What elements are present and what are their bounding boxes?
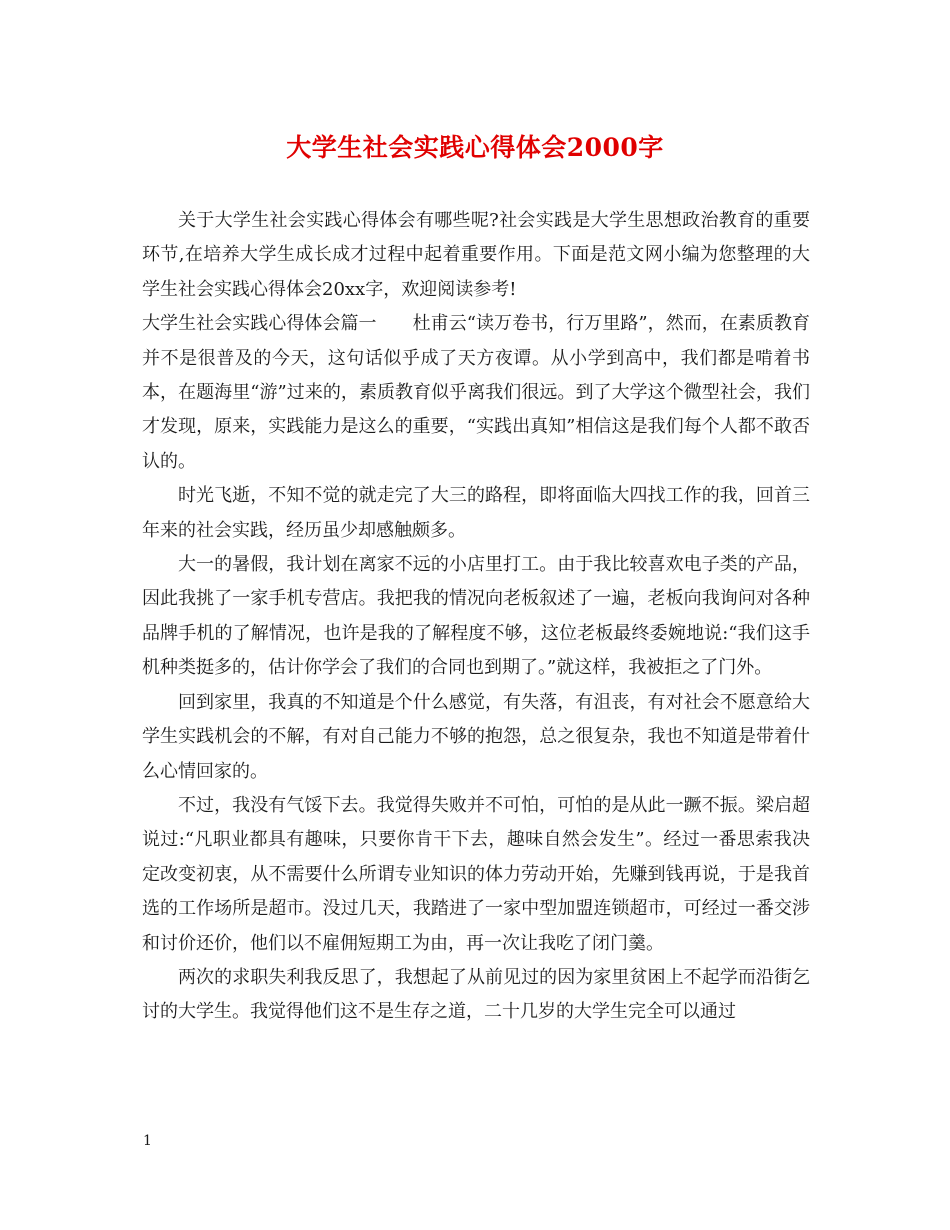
- paragraph-intro: 关于大学生社会实践心得体会有哪些呢?社会实践是大学生思想政治教育的重要环节,在培养大学生成长成才过程中起着重要作用。下面是范文网小编为您整理的大学生社会实践心得体会20xx字，欢迎阅读参考!: [142, 210, 810, 300]
- document-title: 大学生社会实践心得体会2000字: [286, 133, 664, 162]
- paragraph-back-home: 回到家里，我真的不知道是个什么感觉，有失落，有沮丧，有对社会不愿意给大学生实践机会的不解，有对自己能力不够的抱怨，总之很复杂，我也不知道是带着什么心情回家的。: [142, 691, 810, 782]
- paragraph-not-discouraged: 不过，我没有气馁下去。我觉得失败并不可怕，可怕的是从此一蹶不振。梁启超说过:“凡职业都具有趣味，只要你肯干下去，趣味自然会发生”。经过一番思索我决定改变初衷，从不需要什么所谓专业知识的体力劳动开始，先赚到钱再说，于是我首选的工作场所是超市。没过几天，我踏进了一家中型加盟连锁超市，可经过一番交涉和讨价还价，他们以不雇佣短期工为由，再一次让我吃了闭门羹。: [142, 794, 810, 954]
- document-body: [142, 204, 810, 1030]
- paragraph-reflection: 两次的求职失利我反思了，我想起了从前见过的因为家里贫困上不起学而沿街乞讨的大学生。我觉得他们这不是生存之道，二十几岁的大学生完全可以通过: [142, 966, 810, 1023]
- page-number: 1: [143, 1133, 152, 1149]
- paragraph-section-one: 大学生社会实践心得体会篇一 杜甫云“读万卷书，行万里路”，然而，在素质教育并不是很普及的今天，这句话似乎成了天方夜谭。从小学到高中，我们都是啃着书本，在题海里“游”过来的，素质教育似乎离我们很远。到了大学这个微型社会，我们才发现，原来，实践能力是这么的重要，“实践出真知”相信这是我们每个人都不敢否认的。: [142, 313, 810, 472]
- paragraph-time-flies: 时光飞逝，不知不觉的就走完了大三的路程，即将面临大四找工作的我，回首三年来的社会实践，经历虽少却感触颇多。: [142, 485, 810, 541]
- paragraph-summer-job: 大一的暑假，我计划在离家不远的小店里打工。由于我比较喜欢电子类的产品，因此我挑了一家手机专营店。我把我的情况向老板叙述了一遍，老板向我询问对各种品牌手机的了解情况，也许是我的了解程度不够，这位老板最终委婉地说:“我们这手机种类挺多的，估计你学会了我们的合同也到期了。”就这样，我被拒之了门外。: [142, 554, 810, 679]
